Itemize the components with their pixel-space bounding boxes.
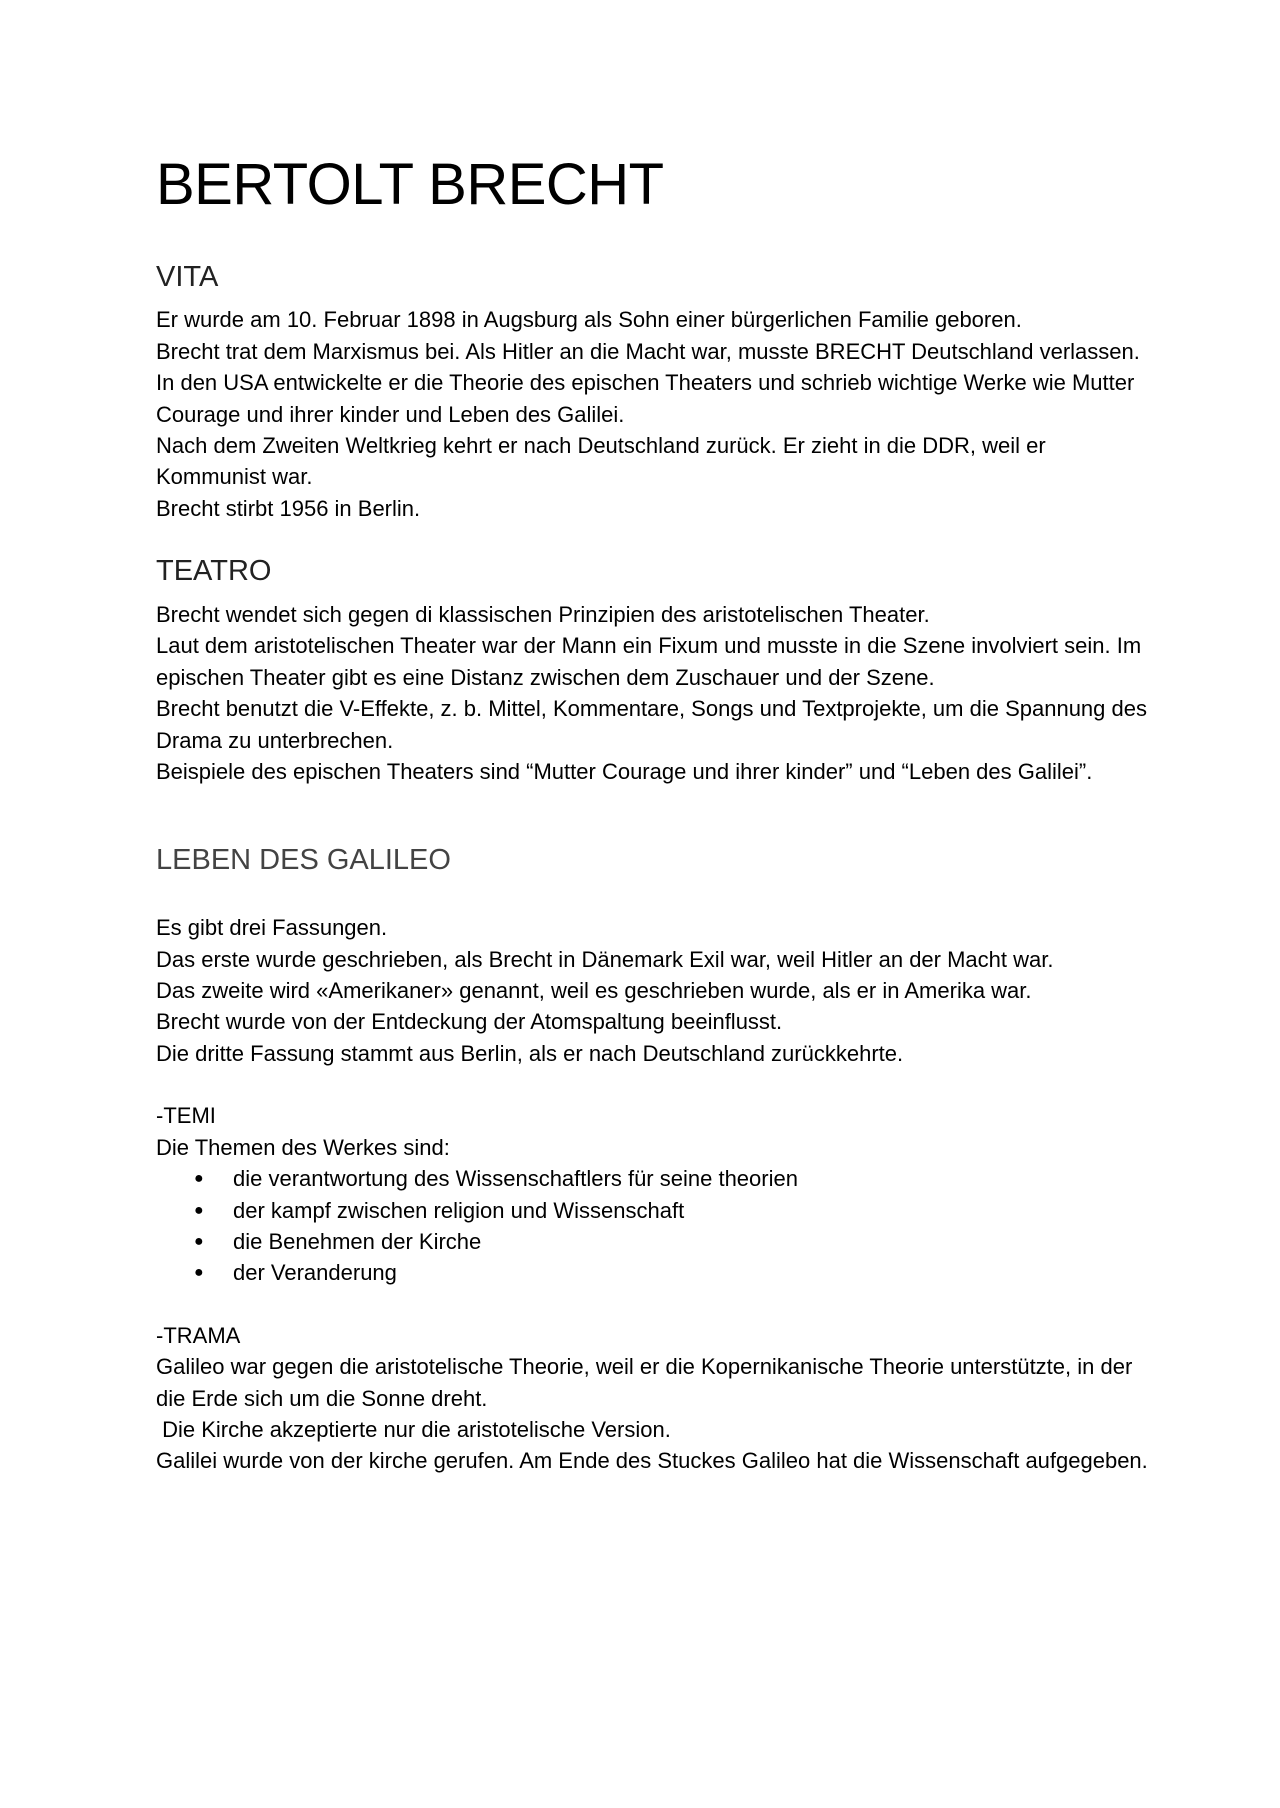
section-heading-vita: VITA [156,260,219,293]
list-item [194,1226,1160,1257]
section-heading-teatro: TEATRO [156,555,272,588]
galileo-line: Das zweite wird «Amerikaner» genannt, weil es geschrieben wurde, als er in Amerika war. [156,978,1032,1004]
spacer [156,1289,1160,1320]
galileo-paragraph [156,912,1160,1069]
bullet-icon: ● [194,1201,204,1219]
teatro-line: Brecht wendet sich gegen di klassischen Prinzipien des aristotelischen Theater. [156,602,930,628]
vita-line: In den USA entwickelte er die Theorie des epischen Theaters und schrieb wichtige Werke wie Mutter Courage und ihrer kinder und Leben des Galilei. [156,370,1135,427]
trama-line: Galileo war gegen die aristotelische Theorie, weil er die Kopernikanische Theorie unterstützte, in der die Erde sich um die Sonne dreht. [156,1354,1139,1411]
document-title: BERTOLT BRECHT [156,152,664,217]
section-vita [156,260,1160,525]
trama-line: Galilei wurde von der kirche gerufen. Am Ende des Stuckes Galileo hat die Wissenschaft aufgegeben. [156,1448,1148,1474]
theme-text: die Benehmen der Kirche [233,1228,482,1254]
teatro-line: Laut dem aristotelischen Theater war der Mann ein Fixum und musste in die Szene involviert sein. Im epischen Theater gibt es eine Distanz zwischen dem Zuschauer und der Szene. [156,633,1142,690]
trama-label: -TRAMA [156,1322,241,1348]
vita-line: Er wurde am 10. Februar 1898 in Augsburg als Sohn einer bürgerlichen Familie geboren. [156,307,1022,333]
vita-line: Nach dem Zweiten Weltkrieg kehrt er nach Deutschland zurück. Er zieht in die DDR, weil er Kommunist war. [156,433,1046,490]
trama-paragraph [156,1351,1160,1477]
vita-line: Brecht trat dem Marxismus bei. Als Hitler an die Macht war, musste BRECHT Deutschland verlassen. [156,338,1140,364]
spacer [156,1069,1160,1100]
list-item [194,1163,1160,1194]
temi-intro: Die Themen des Werkes sind: [156,1134,450,1160]
vita-paragraph [156,304,1160,524]
bullet-icon: ● [194,1170,204,1188]
bullet-icon: ● [194,1264,204,1282]
theme-text: der kampf zwischen religion und Wissenschaft [233,1197,685,1223]
list-item [194,1195,1160,1226]
vita-line: Brecht stirbt 1956 in Berlin. [156,495,421,521]
section-teatro [156,554,1160,787]
teatro-line: Beispiele des epischen Theaters sind “Mutter Courage und ihrer kinder” und “Leben des Galilei”. [156,759,1093,785]
theme-text: der Veranderung [233,1260,397,1286]
galileo-line: Das erste wurde geschrieben, als Brecht in Dänemark Exil war, weil Hitler an der Macht war. [156,946,1054,972]
teatro-line: Brecht benutzt die V-Effekte, z. b. Mittel, Kommentare, Songs und Textprojekte, um die Spannung des Drama zu unterbrechen. [156,696,1147,753]
section-heading-galileo: LEBEN DES GALILEO [156,844,451,877]
teatro-paragraph [156,599,1160,787]
bullet-icon: ● [194,1232,204,1250]
spacer [156,817,1160,843]
list-item [194,1257,1160,1288]
themes-list [156,1163,1160,1289]
temi-label: -TEMI [156,1103,216,1129]
theme-text: die verantwortung des Wissenschaftlers für seine theorien [233,1166,798,1192]
galileo-line: Es gibt drei Fassungen. [156,915,388,941]
spacer [156,888,1160,912]
section-galileo [156,843,1160,1476]
galileo-line: Die dritte Fassung stammt aus Berlin, als er nach Deutschland zurückkehrte. [156,1040,904,1066]
trama-line: Die Kirche akzeptierte nur die aristotelische Version. [156,1416,671,1442]
galileo-line: Brecht wurde von der Entdeckung der Atomspaltung beeinflusst. [156,1009,783,1035]
